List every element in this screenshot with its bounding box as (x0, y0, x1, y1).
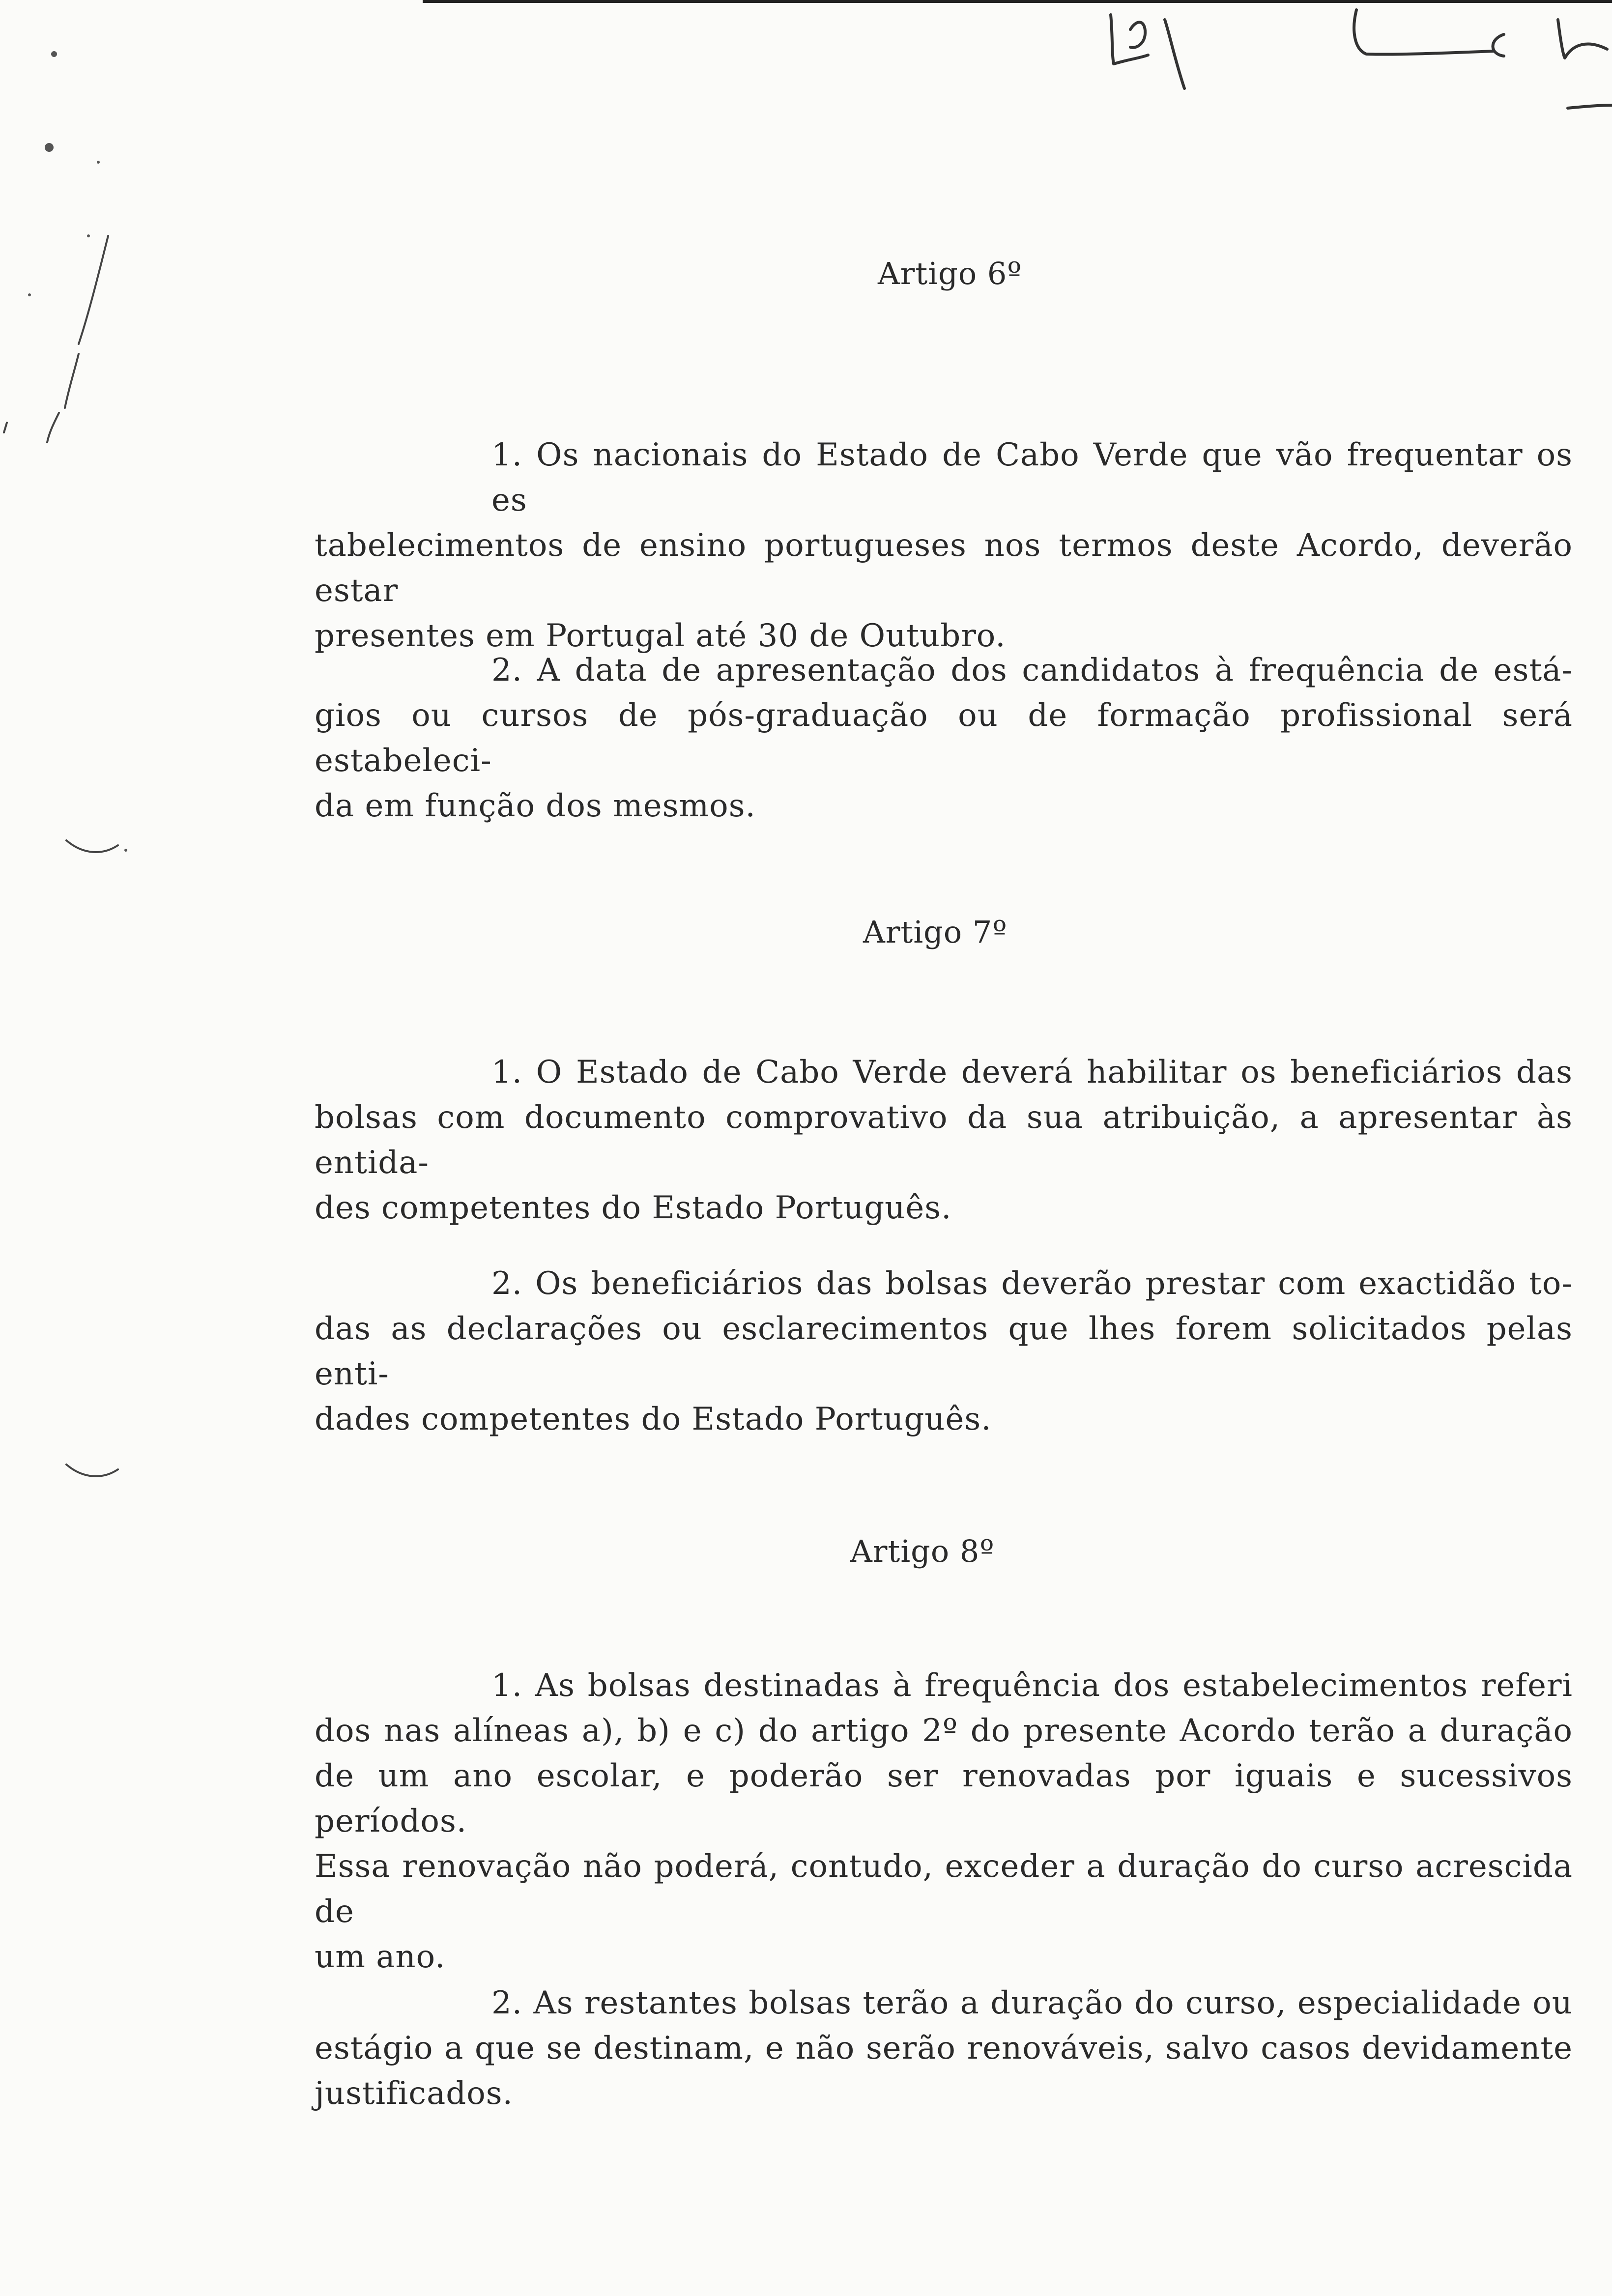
paragraph-line: bolsas com documento comprovativo da sua atribuição, a apresentar às entida- (315, 1099, 1573, 1181)
article-7-paragraph-1 (315, 1050, 1573, 1231)
article-7-heading: Artigo 7º (863, 914, 1008, 950)
handwritten-initials-signature (1101, 0, 1612, 138)
paragraph-line: presentes em Portugal até 30 de Outubro. (315, 618, 1006, 654)
paragraph-line: gios ou cursos de pós-graduação ou de formação profissional será estabeleci- (315, 697, 1573, 779)
paragraph-line: tabelecimentos de ensino portugueses nos termos deste Acordo, deverão estar (315, 527, 1573, 609)
article-7-paragraph-2 (315, 1261, 1573, 1442)
paragraph-line: 2. As restantes bolsas terão a duração do curso, especialidade ou (491, 1985, 1573, 2021)
paragraph-line: dades competentes do Estado Português. (315, 1401, 992, 1437)
paragraph-line: des competentes do Estado Português. (315, 1190, 952, 1226)
article-8-heading: Artigo 8º (850, 1533, 995, 1569)
article-6-heading: Artigo 6º (878, 256, 1022, 291)
paragraph-line: 2. Os beneficiários das bolsas deverão prestar com exactidão to- (491, 1265, 1573, 1302)
paragraph-line: justificados. (315, 2075, 513, 2112)
paragraph-line: 2. A data de apresentação dos candidatos à frequência de está- (491, 652, 1573, 689)
paragraph-line: Essa renovação não poderá, contudo, exceder a duração do curso acrescida de (315, 1848, 1573, 1930)
article-8-paragraph-2 (315, 1980, 1573, 2116)
margin-marks (0, 0, 147, 2296)
paragraph-line: um ano. (315, 1939, 446, 1975)
paragraph-line: da em função dos mesmos. (315, 788, 756, 824)
paragraph-line: de um ano escolar, e poderão ser renovadas por iguais e sucessivos períodos. (315, 1758, 1573, 1839)
article-8-paragraph-1 (315, 1663, 1573, 1980)
paragraph-line: das as declarações ou esclarecimentos que lhes forem solicitados pelas enti- (315, 1311, 1573, 1392)
paragraph-line: 1. O Estado de Cabo Verde deverá habilitar os beneficiários das (491, 1054, 1573, 1091)
paragraph-line: estágio a que se destinam, e não serão renováveis, salvo casos devidamente (315, 2030, 1573, 2066)
paragraph-line: 1. As bolsas destinadas à frequência dos estabelecimentos referi (491, 1667, 1573, 1704)
article-6-paragraph-2 (315, 648, 1573, 829)
paragraph-line: dos nas alíneas a), b) e c) do artigo 2º do presente Acordo terão a duração (315, 1713, 1573, 1749)
paragraph-line: 1. Os nacionais do Estado de Cabo Verde que vão frequentar os es (491, 437, 1573, 518)
article-6-paragraph-1 (315, 432, 1573, 659)
